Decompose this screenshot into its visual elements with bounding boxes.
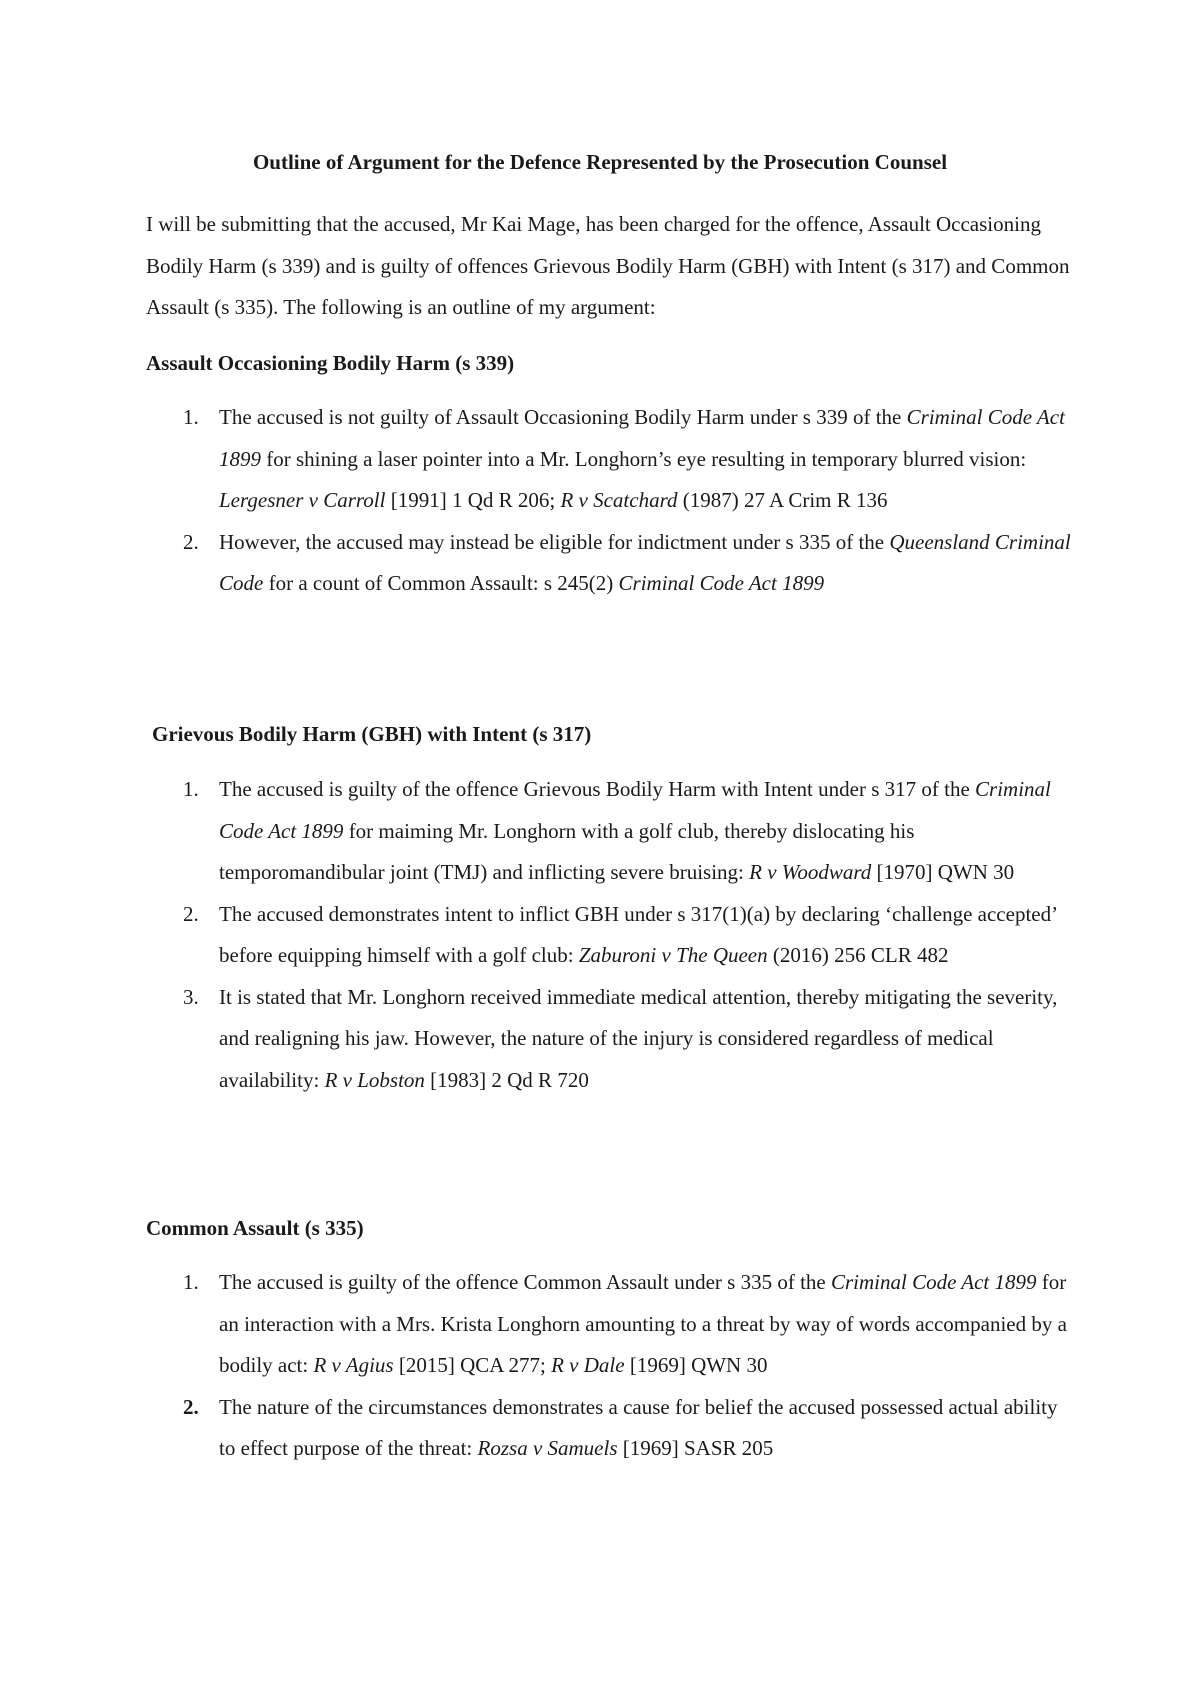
list-item bbox=[146, 977, 1076, 1102]
list-item bbox=[146, 769, 1076, 894]
section-heading-s335: Common Assault (s 335) bbox=[146, 1216, 364, 1240]
case-citation: Lergesner v Carroll bbox=[219, 488, 386, 512]
section-list-s317 bbox=[146, 769, 1076, 1101]
list-number: 1. bbox=[183, 1270, 199, 1294]
section-list-s339 bbox=[146, 397, 1076, 605]
list-number: 1. bbox=[183, 777, 199, 801]
statute-citation: Criminal Code Act 1899 bbox=[830, 1270, 1037, 1294]
item-text: However, the accused may instead be eligible for indictment under s 335 of the Queensland Criminal Code for a count of Common Assault: s 245(2) Criminal Code Act 1899 bbox=[219, 529, 1071, 595]
case-citation: Zaburoni v The Queen bbox=[578, 943, 768, 967]
list-item bbox=[146, 894, 1076, 977]
item-text: It is stated that Mr. Longhorn received immediate medical attention, thereby mitigating the severity, and realigning his jaw. However, the nature of the injury is considered regardless of medical availability: R v Lobston [1983] 2 Qd R 720 bbox=[219, 984, 1058, 1092]
case-citation: R v Dale bbox=[551, 1353, 625, 1377]
page-title: Outline of Argument for the Defence Represented by the Prosecution Counsel bbox=[252, 150, 948, 174]
list-item bbox=[146, 1387, 1076, 1470]
list-number: 3. bbox=[183, 984, 199, 1009]
list-number: 1. bbox=[183, 405, 199, 429]
list-item bbox=[146, 1262, 1076, 1387]
case-citation: R v Scatchard bbox=[560, 488, 678, 512]
case-citation: R v Woodward bbox=[749, 860, 872, 884]
list-item bbox=[146, 522, 1076, 605]
intro-paragraph: I will be submitting that the accused, Mr Kai Mage, has been charged for the offence, Assault Occasioning Bodily Harm (s 339) and is guilty of offences Grievous Bodily Harm (GBH) with Intent (s 317) and Common Assault (s 335). The following is an outline of my argument: bbox=[146, 212, 1070, 319]
list-item bbox=[146, 397, 1076, 522]
item-text: The accused demonstrates intent to inflict GBH under s 317(1)(a) by declaring ‘challenge accepted’ before equipping himself with a golf club: Zaburoni v The Queen (2016) 256 CLR 482 bbox=[219, 901, 1057, 967]
statute-citation: Criminal Code Act 1899 bbox=[219, 405, 1065, 471]
section-heading-s317: Grievous Bodily Harm (GBH) with Intent (s 317) bbox=[152, 722, 592, 746]
case-citation: R v Agius bbox=[313, 1353, 394, 1377]
list-number: 2. bbox=[183, 529, 199, 554]
case-citation: R v Lobston bbox=[324, 1067, 425, 1092]
list-number: 2. bbox=[183, 901, 199, 926]
list-number: 2. bbox=[183, 1394, 199, 1419]
item-text: The accused is guilty of the offence Grievous Bodily Harm with Intent under s 317 of the Criminal Code Act 1899 for maiming Mr. Longhorn with a golf club, thereby dislocating his temporomandibular joint (TMJ) and inflicting severe bruising: R v Woodward [1970] QWN 30 bbox=[219, 777, 1051, 884]
statute-citation: Queensland Criminal Code bbox=[219, 529, 1071, 595]
case-citation: Rozsa v Samuels bbox=[477, 1436, 618, 1460]
section-heading-s339: Assault Occasioning Bodily Harm (s 339) bbox=[146, 351, 515, 375]
statute-citation: Criminal Code Act 1899 bbox=[219, 777, 1051, 843]
item-text: The nature of the circumstances demonstrates a cause for belief the accused possessed actual ability to effect purpose of the threat: Rozsa v Samuels [1969] SASR 205 bbox=[219, 1394, 1058, 1460]
section-list-s335 bbox=[146, 1262, 1076, 1470]
item-text: The accused is guilty of the offence Common Assault under s 335 of the Criminal Code Act 1899 for an interaction with a Mrs. Krista Longhorn amounting to a threat by way of words accompanied by a bodily act: R v Agius [2015] QCA 277; R v Dale [1969] QWN 30 bbox=[219, 1270, 1067, 1377]
item-text: The accused is not guilty of Assault Occasioning Bodily Harm under s 339 of the Criminal Code Act 1899 for shining a laser pointer into a Mr. Longhorn’s eye resulting in temporary blurred vision: Lergesner v Carroll [1991] 1 Qd R 206; R v Scatchard (1987) 27 A Crim R 136 bbox=[219, 405, 1065, 512]
statute-citation: Criminal Code Act 1899 bbox=[618, 571, 825, 595]
